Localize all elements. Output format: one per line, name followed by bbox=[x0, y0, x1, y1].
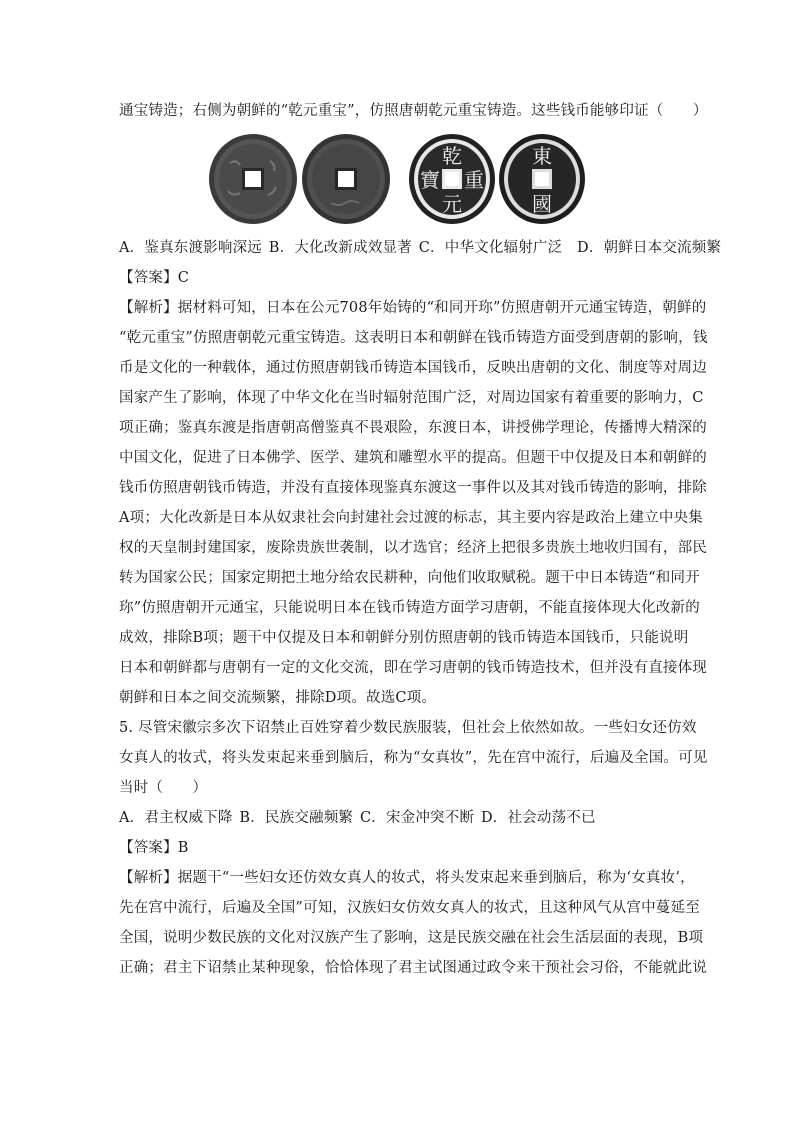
coin-2-image bbox=[301, 133, 391, 225]
q4-answer: 【答案】C bbox=[119, 270, 190, 286]
q4-analysis-line: 【解析】据材料可知，日本在公元708年始铸的“和同开珎”仿照唐朝开元通宝铸造，朝鲜的 bbox=[119, 300, 707, 316]
coin-4-image bbox=[498, 133, 586, 225]
coin-3-image bbox=[408, 133, 496, 225]
q4-analysis-line: 币是文化的一种载体，通过仿照唐朝钱币铸造本国钱币，反映出唐朝的文化、制度等对周边 bbox=[119, 360, 707, 376]
coin-3-char-top: 乾 bbox=[442, 144, 462, 168]
coin-1-image bbox=[208, 133, 298, 225]
coin-3-char-left: 寶 bbox=[420, 168, 440, 192]
q5-analysis-line: 先在宫中流行，后遍及全国”可知，汉族妇女仿效女真人的妆式，且这种风气从宫中蔓延至 bbox=[119, 900, 700, 916]
q4-analysis-line: A项；大化改新是日本从奴隶社会向封建社会过渡的标志，其主要内容是政治上建立中央集 bbox=[119, 510, 703, 526]
q4-analysis-line: 项正确；鉴真东渡是指唐朝高僧鉴真不畏艰险，东渡日本，讲授佛学理论，传播博大精深的 bbox=[119, 420, 707, 436]
q5-stem-line: 5. 尽管宋徽宗多次下诏禁止百姓穿着少数民族服装，但社会上依然如故。一些妇女还仿效 bbox=[119, 720, 697, 736]
q4-analysis-line: 珎”仿照唐朝开元通宝，只能说明日本在钱币铸造方面学习唐朝，不能直接体现大化改新的 bbox=[119, 600, 700, 616]
q5-answer: 【答案】B bbox=[119, 840, 189, 856]
q4-analysis-line: 成效，排除B项；题干中仅提及日本和朝鲜分别仿照唐朝的钱币铸造本国钱币，只能说明 bbox=[119, 630, 689, 646]
q4-stem-tail: 通宝铸造；右侧为朝鲜的“乾元重宝”，仿照唐朝乾元重宝铸造。这些钱币能够印证（ ） bbox=[119, 103, 708, 119]
q4-analysis-line: “乾元重宝”仿照唐朝乾元重宝铸造。这表明日本和朝鲜在钱币铸造方面受到唐朝的影响，钱 bbox=[119, 330, 708, 346]
q5-analysis-line: 正确；君主下诏禁止某种现象，恰恰体现了君主试图通过政令来干预社会习俗，不能就此说 bbox=[119, 960, 707, 976]
q4-analysis-line: 日本和朝鲜都与唐朝有一定的文化交流，即在学习唐朝的钱币铸造技术，但并没有直接体现 bbox=[119, 660, 707, 676]
q5-analysis-line: 全国，说明少数民族的文化对汉族产生了影响，这是民族交融在社会生活层面的表现，B项 bbox=[119, 930, 704, 946]
q5-analysis-line: 【解析】据题干“一些妇女还仿效女真人的妆式，将头发束起来垂到脑后，称为‘女真妆’， bbox=[119, 870, 695, 886]
coin-4-char-bottom: 國 bbox=[532, 192, 552, 216]
q4-analysis-line: 中国文化，促进了日本佛学、医学、建筑和雕塑水平的提高。但题干中仅提及日本和朝鲜的 bbox=[119, 450, 707, 466]
coin-3-char-bottom: 元 bbox=[442, 192, 462, 216]
q4-analysis-line: 权的天皇制封建国家，废除贵族世袭制，以才选官；经济上把很多贵族土地收归国有，部民 bbox=[119, 540, 707, 556]
q4-analysis-line: 钱币仿照唐朝钱币铸造，并没有直接体现鉴真东渡这一事件以及其对钱币铸造的影响，排除 bbox=[119, 480, 707, 496]
coin-3-char-right: 重 bbox=[464, 168, 484, 192]
q4-analysis-line: 朝鲜和日本之间交流频繁，排除D项。故选C项。 bbox=[119, 690, 437, 706]
q4-options: A．鉴真东渡影响深远 B．大化改新成效显著 C．中华文化辐射广泛 D．朝鲜日本交流频繁 bbox=[119, 240, 722, 256]
coin-images bbox=[208, 133, 586, 227]
q5-options: A．君主权威下降 B．民族交融频繁 C．宋金冲突不断 D．社会动荡不已 bbox=[119, 810, 596, 826]
q5-stem-line: 当时（ ） bbox=[119, 780, 208, 796]
q5-stem-line: 女真人的妆式，将头发束起来垂到脑后，称为“女真妆”，先在宫中流行，后遍及全国。可见 bbox=[119, 750, 708, 766]
coin-4-char-top: 東 bbox=[532, 144, 552, 168]
q4-analysis-line: 转为国家公民；国家定期把土地分给农民耕种，向他们收取赋税。题干中日本铸造“和同开 bbox=[119, 570, 700, 586]
q4-analysis-line: 国家产生了影响，体现了中华文化在当时辐射范围广泛，对周边国家有着重要的影响力，C bbox=[119, 390, 704, 406]
